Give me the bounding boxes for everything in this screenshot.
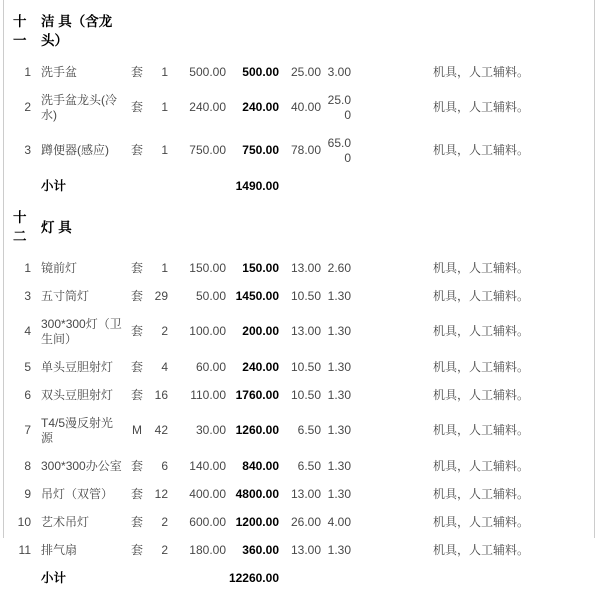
subtotal-label: 小计 [41, 178, 67, 193]
item-name: 双头豆胆射灯 [41, 387, 114, 402]
subtotal-label: 小计 [41, 570, 67, 585]
item-name: 洗手盆龙头(冷水) [41, 92, 117, 122]
row-number: 3 [24, 143, 31, 157]
item-unit-price: 180.00 [189, 542, 226, 557]
item-unit-price: 500.00 [189, 64, 226, 79]
item-fee1: 10.50 [290, 288, 321, 303]
item-remark: 机具，人工辅料。 [433, 514, 530, 529]
item-remark: 机具，人工辅料。 [433, 324, 530, 338]
item-total: 1200.00 [235, 514, 279, 529]
item-quantity: 12 [154, 486, 168, 501]
item-fee1: 26.00 [290, 514, 321, 529]
item-quantity: 6 [161, 458, 168, 473]
item-remark: 机具，人工辅料。 [433, 288, 530, 303]
item-total: 150.00 [242, 260, 279, 275]
item-quantity: 16 [154, 387, 168, 402]
spacer-cell [352, 282, 432, 310]
table-row [10, 381, 595, 409]
item-unit-price: 50.00 [195, 288, 226, 303]
item-unit: 套 [130, 260, 143, 275]
item-fee1: 13.00 [290, 542, 321, 557]
item-unit: 套 [130, 324, 143, 338]
item-unit: 套 [130, 64, 143, 79]
item-name: 艺术吊灯 [41, 514, 90, 529]
item-unit-price: 100.00 [189, 324, 226, 338]
item-quantity: 1 [161, 64, 168, 79]
item-remark: 机具，人工辅料。 [433, 542, 530, 557]
row-number: 10 [17, 514, 31, 529]
item-name: 洗手盆 [41, 64, 78, 79]
item-total: 750.00 [242, 143, 279, 157]
item-unit-price: 750.00 [189, 143, 226, 157]
item-unit: 套 [130, 100, 143, 114]
spacer-cell [352, 381, 432, 409]
table-row [10, 508, 595, 536]
item-unit: 套 [130, 359, 143, 374]
item-unit-price: 30.00 [195, 423, 226, 437]
item-total: 1450.00 [235, 288, 279, 303]
table-row [10, 58, 595, 86]
item-fee1: 13.00 [290, 486, 321, 501]
spacer-cell [352, 536, 432, 564]
table-row [10, 310, 595, 353]
spacer-cell [352, 254, 432, 282]
item-quantity: 42 [154, 423, 168, 437]
item-unit-price: 60.00 [195, 359, 226, 374]
item-unit-price: 240.00 [189, 100, 226, 114]
section-title: 洁 具（含龙头） [41, 14, 113, 48]
spacer-cell [352, 409, 432, 452]
spacer-cell [352, 86, 432, 129]
item-total: 1260.00 [235, 423, 279, 437]
row-number: 8 [24, 458, 31, 473]
item-total: 4800.00 [235, 486, 279, 501]
spacer-cell [352, 508, 432, 536]
item-unit: 套 [130, 542, 143, 557]
item-name: 300*300办公室 [41, 458, 122, 473]
item-fee1: 25.00 [290, 64, 321, 79]
table-row [10, 480, 595, 508]
item-fee2: 25.00 [327, 92, 351, 122]
item-unit: 套 [130, 486, 143, 501]
table-row [10, 282, 595, 310]
item-fee2: 1.30 [327, 288, 351, 303]
item-fee1: 13.00 [290, 260, 321, 275]
row-number: 1 [24, 260, 31, 275]
subtotal-value: 12260.00 [228, 570, 279, 585]
item-name: 镜前灯 [41, 260, 78, 275]
item-unit: 套 [130, 288, 143, 303]
item-fee2: 1.30 [327, 486, 351, 501]
item-unit: 套 [130, 143, 143, 157]
item-remark: 机具，人工辅料。 [433, 100, 530, 114]
row-number: 4 [24, 324, 31, 338]
item-quantity: 1 [161, 100, 168, 114]
item-remark: 机具，人工辅料。 [433, 458, 530, 473]
table-row [10, 86, 595, 129]
item-quantity: 2 [161, 324, 168, 338]
item-total: 200.00 [242, 324, 279, 338]
item-total: 500.00 [242, 64, 279, 79]
item-name: 单头豆胆射灯 [41, 359, 114, 374]
item-fee2: 1.30 [327, 542, 351, 557]
item-quantity: 2 [161, 542, 168, 557]
section-header [10, 200, 595, 254]
table-row [10, 409, 595, 452]
item-fee1: 40.00 [290, 100, 321, 114]
item-unit-price: 110.00 [190, 387, 226, 402]
row-number: 7 [24, 423, 31, 437]
item-fee2: 2.60 [327, 260, 351, 275]
item-total: 1760.00 [235, 387, 279, 402]
item-name: 300*300灯（卫生间） [41, 316, 122, 346]
item-fee2: 4.00 [327, 514, 351, 529]
item-total: 360.00 [242, 542, 279, 557]
row-number: 1 [24, 64, 31, 79]
item-fee1: 6.50 [297, 458, 321, 473]
spacer-cell [352, 480, 432, 508]
table-row [10, 536, 595, 564]
spacer-cell [352, 353, 432, 381]
item-fee1: 6.50 [297, 423, 321, 437]
item-quantity: 1 [161, 260, 168, 275]
item-total: 240.00 [242, 359, 279, 374]
item-remark: 机具，人工辅料。 [433, 486, 530, 501]
item-unit: 套 [130, 514, 143, 529]
row-number: 9 [24, 486, 31, 501]
item-unit-price: 400.00 [189, 486, 226, 501]
item-total: 840.00 [242, 458, 279, 473]
item-fee1: 10.50 [290, 359, 321, 374]
subtotal-value: 1490.00 [235, 178, 279, 193]
section-header [10, 4, 595, 58]
item-fee1: 78.00 [290, 143, 321, 157]
item-remark: 机具，人工辅料。 [433, 260, 530, 275]
table-row [10, 452, 595, 480]
section-header-spacer [125, 4, 595, 58]
row-number: 6 [24, 387, 31, 402]
spacer-cell [352, 58, 432, 86]
item-unit: M [132, 423, 142, 437]
row-number: 2 [24, 100, 31, 114]
document-sheet [3, 0, 595, 585]
table-row [10, 254, 595, 282]
item-fee2: 1.30 [327, 458, 351, 473]
spacer-cell [352, 310, 432, 353]
item-name: 五寸筒灯 [41, 288, 90, 303]
row-number: 11 [18, 542, 31, 557]
item-fee2: 1.30 [327, 359, 351, 374]
section-number: 十二 [13, 210, 27, 244]
item-fee1: 13.00 [290, 324, 321, 338]
item-unit-price: 150.00 [189, 260, 226, 275]
item-remark: 机具，人工辅料。 [433, 359, 530, 374]
item-quantity: 2 [161, 514, 168, 529]
item-remark: 机具，人工辅料。 [433, 387, 530, 402]
spacer-cell [352, 452, 432, 480]
section-header-spacer [125, 200, 595, 254]
item-fee2: 1.30 [327, 324, 351, 338]
row-number: 3 [24, 288, 31, 303]
item-name: 吊灯（双管） [41, 486, 114, 501]
section-number: 十一 [13, 14, 27, 48]
spacer-cell [10, 172, 40, 200]
item-unit: 套 [130, 387, 143, 402]
item-fee2: 65.00 [327, 135, 351, 165]
bill-of-quantities-table [10, 4, 595, 592]
row-number: 5 [24, 359, 31, 374]
item-name: 排气扇 [41, 542, 78, 557]
item-fee2: 1.30 [327, 387, 351, 402]
item-name: 蹲便器(感应) [41, 143, 109, 157]
table-row [10, 353, 595, 381]
subtotal-row [10, 172, 595, 200]
spacer-cell [10, 564, 40, 592]
item-quantity: 4 [161, 359, 168, 374]
item-name: T4/5漫反射光源 [41, 415, 114, 445]
subtotal-row [10, 564, 595, 592]
item-unit: 套 [130, 458, 143, 473]
item-quantity: 29 [154, 288, 168, 303]
table-row [10, 129, 595, 172]
section-title: 灯 具 [41, 219, 72, 235]
item-fee2: 3.00 [327, 64, 351, 79]
spacer-cell [352, 129, 432, 172]
item-total: 240.00 [242, 100, 279, 114]
item-unit-price: 600.00 [189, 514, 226, 529]
item-remark: 机具，人工辅料。 [433, 143, 530, 157]
item-remark: 机具，人工辅料。 [433, 423, 530, 437]
item-unit-price: 140.00 [189, 458, 226, 473]
item-fee2: 1.30 [327, 423, 351, 437]
item-remark: 机具，人工辅料。 [433, 64, 530, 79]
item-fee1: 10.50 [290, 387, 321, 402]
item-quantity: 1 [161, 143, 168, 157]
